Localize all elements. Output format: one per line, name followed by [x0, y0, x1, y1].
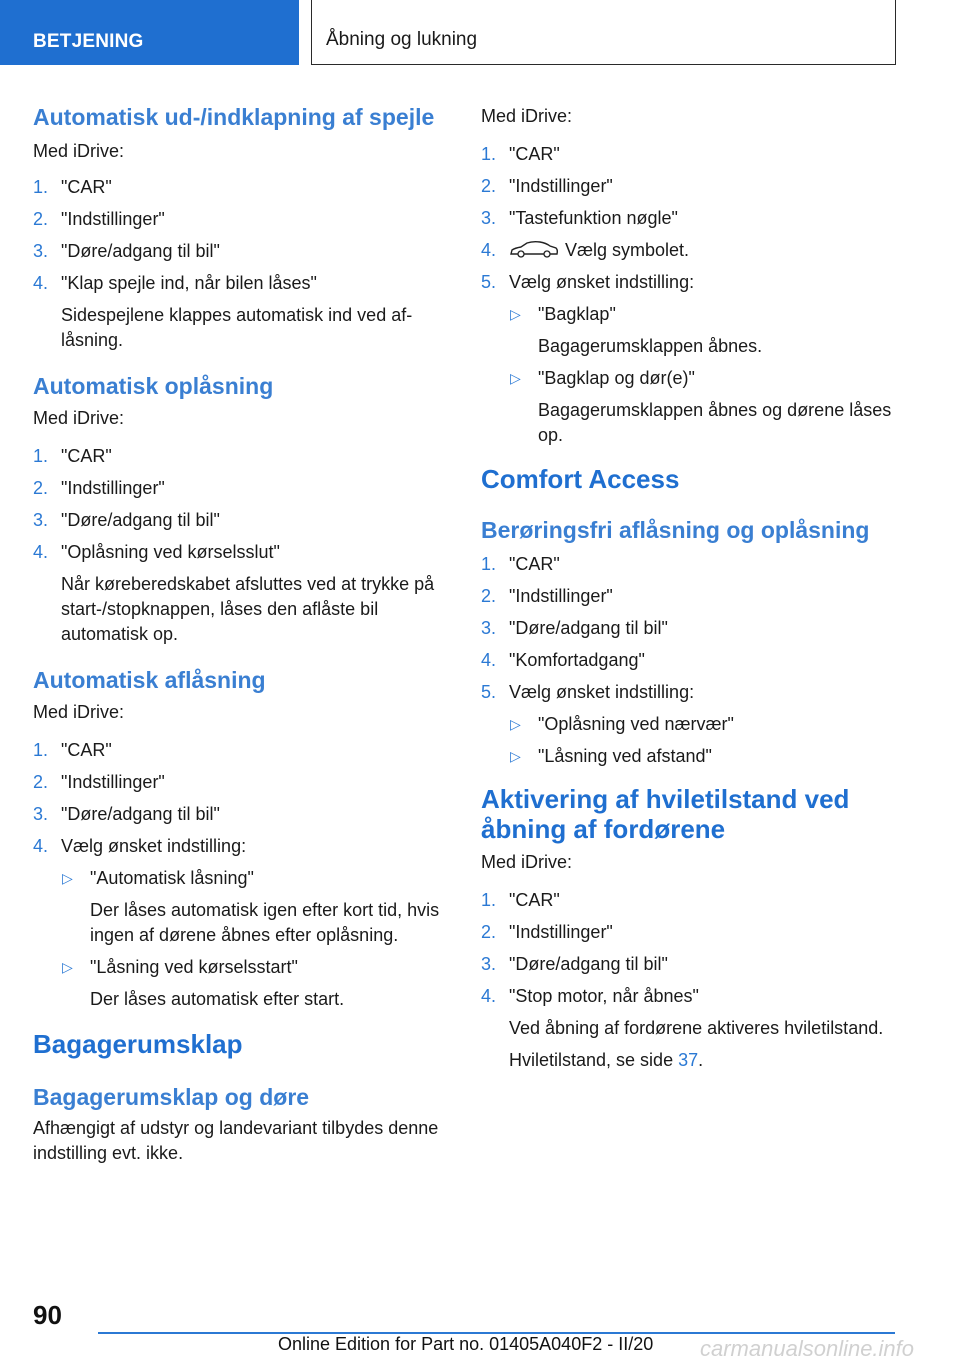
option-list [61, 866, 443, 1012]
list-item [509, 366, 893, 448]
triangle-bullet-icon: ▷ [510, 716, 521, 732]
step-text: "Døre/adgang til bil" [509, 618, 668, 638]
step-list [481, 142, 893, 448]
list-item [481, 952, 893, 977]
section-rest-mode [481, 784, 893, 1073]
list-item [481, 270, 893, 448]
section-auto-lock [33, 666, 443, 1012]
list-item [509, 712, 893, 737]
list-item [481, 888, 893, 913]
reference-text: Hviletilstand, se side [509, 1050, 679, 1070]
option-text: "Låsning ved kørselsstart" [90, 957, 298, 977]
triangle-bullet-icon: ▷ [62, 959, 73, 975]
list-item [481, 238, 893, 263]
intro-text: Med iDrive: [33, 702, 125, 722]
list-item [481, 206, 893, 231]
step-text: "Døre/adgang til bil" [61, 804, 220, 824]
step-text: "Døre/adgang til bil" [61, 510, 220, 530]
step-number: 3. [481, 618, 497, 638]
subsection-heading: Bagagerumsklap og døre [33, 1084, 310, 1110]
step-number: 4. [481, 650, 497, 670]
section-mirror-folding [33, 103, 443, 353]
step-number: 4. [33, 542, 49, 562]
step-text: "Oplåsning ved kørselsslut" [61, 542, 280, 562]
body-text: Afhængigt af udstyr og landevariant tilbydes denne indstilling evt. ikke. [33, 1118, 439, 1163]
step-list [33, 444, 443, 647]
step-list [481, 888, 893, 1073]
section-heading: Bagagerumsklap [33, 1029, 243, 1059]
step-number: 2. [33, 209, 49, 229]
page-number: 90 [33, 1300, 62, 1330]
car-tailgate-icon [509, 240, 559, 258]
triangle-bullet-icon: ▷ [62, 870, 73, 886]
list-item [509, 744, 893, 769]
step-number: 5. [481, 272, 497, 292]
list-item [481, 680, 893, 769]
list-item [61, 955, 443, 1012]
step-number: 4. [33, 273, 49, 293]
subsection-heading: Berøringsfri aflåsning og oplåsning [481, 517, 870, 543]
step-number: 4. [481, 240, 497, 260]
option-text: "Oplåsning ved nærvær" [538, 714, 734, 734]
reference-end: . [698, 1050, 704, 1070]
step-number: 3. [481, 208, 497, 228]
list-item [61, 866, 443, 948]
step-number: 3. [33, 804, 49, 824]
section-comfort-access [481, 464, 893, 769]
option-description: Der låses automatisk igen efter kort tid, hvis ingen af dørene åbnes efter oplåsning. [90, 900, 440, 945]
option-description: Der låses automatisk efter start. [90, 989, 345, 1009]
step-description: Ved åbning af fordørene aktiveres hviletilstand. [509, 1018, 884, 1038]
step-text: "Indstillinger" [509, 176, 613, 196]
section-key-button [481, 104, 893, 448]
watermark-text: carmanualsonline.info [700, 1336, 915, 1361]
option-list [509, 712, 893, 769]
cross-reference [509, 1048, 893, 1073]
section-heading: Automatisk oplåsning [33, 373, 274, 399]
list-item [33, 770, 443, 795]
list-item [33, 802, 443, 827]
intro-text: Med iDrive: [33, 408, 125, 428]
step-number: 1. [33, 740, 49, 760]
intro-text: Med iDrive: [481, 106, 573, 126]
step-text: "CAR" [61, 740, 112, 760]
step-number: 1. [481, 890, 497, 910]
section-heading: Comfort Access [481, 464, 680, 494]
step-number: 1. [33, 446, 49, 466]
section-auto-unlock [33, 372, 443, 647]
step-number: 1. [481, 554, 497, 574]
list-item [33, 738, 443, 763]
step-number: 4. [481, 986, 497, 1006]
list-item [481, 984, 893, 1073]
step-list [33, 738, 443, 1012]
step-text: Vælg ønsket indstilling: [61, 836, 247, 856]
step-text: "Indstillinger" [509, 586, 613, 606]
list-item [33, 476, 443, 501]
list-item [481, 142, 893, 167]
list-item [481, 920, 893, 945]
section-heading: Aktivering af hviletilstand ved åbning af fordørene [481, 784, 850, 844]
step-number: 3. [33, 510, 49, 530]
list-item [33, 508, 443, 533]
step-text: "Døre/adgang til bil" [61, 241, 220, 261]
list-item [481, 174, 893, 199]
right-column [481, 100, 893, 1080]
step-text: "CAR" [509, 890, 560, 910]
page-header [0, 0, 960, 66]
step-description: Sidespejlene klappes automatisk ind ved aflåsning. [61, 305, 413, 350]
step-text: "CAR" [61, 446, 112, 466]
triangle-bullet-icon: ▷ [510, 306, 521, 322]
section-heading: Automatisk ud-/indklapning af spejle [33, 104, 435, 130]
option-text: "Bagklap og dør(e)" [538, 368, 695, 388]
option-list [509, 302, 893, 448]
list-item [481, 616, 893, 641]
intro-text: Med iDrive: [33, 141, 125, 161]
list-item [33, 271, 443, 353]
step-text: Vælg ønsket indstilling: [509, 682, 695, 702]
step-number: 1. [33, 177, 49, 197]
step-number: 2. [481, 922, 497, 942]
step-text: "Indstillinger" [509, 922, 613, 942]
step-text: "Tastefunktion nøgle" [509, 208, 678, 228]
step-text: "Komfortadgang" [509, 650, 645, 670]
triangle-bullet-icon: ▷ [510, 748, 521, 764]
step-text: "CAR" [509, 144, 560, 164]
list-item [33, 239, 443, 264]
step-number: 1. [481, 144, 497, 164]
edition-text: Online Edition for Part no. 01405A040F2 - II/20 [278, 1334, 654, 1354]
step-number: 3. [33, 241, 49, 261]
list-item [481, 552, 893, 577]
list-item [481, 584, 893, 609]
option-text: "Låsning ved afstand" [538, 746, 712, 766]
step-number: 3. [481, 954, 497, 974]
list-item [33, 207, 443, 232]
section-heading: Automatisk aflåsning [33, 667, 266, 693]
list-item [33, 834, 443, 1012]
step-text: "Stop motor, når åbnes" [509, 986, 699, 1006]
step-number: 4. [33, 836, 49, 856]
step-text: "CAR" [61, 177, 112, 197]
step-text: "Indstillinger" [61, 209, 165, 229]
list-item [33, 175, 443, 200]
step-description: Når køreberedskabet afsluttes ved at trykke på start-/stopknappen, låses den aflåste bil automatisk op. [61, 574, 435, 644]
intro-text: Med iDrive: [481, 852, 573, 872]
list-item [33, 444, 443, 469]
step-text: "CAR" [509, 554, 560, 574]
page-link[interactable]: 37 [678, 1050, 699, 1070]
option-description: Bagagerumsklappen åbnes. [538, 336, 763, 356]
list-item [509, 302, 893, 359]
step-list [481, 552, 893, 769]
triangle-bullet-icon: ▷ [510, 370, 521, 386]
step-text: "Indstillinger" [61, 478, 165, 498]
step-number: 2. [481, 176, 497, 196]
step-text: "Indstillinger" [61, 772, 165, 792]
step-number: 5. [481, 682, 497, 702]
step-text: Vælg symbolet. [565, 240, 690, 260]
option-description: Bagagerumsklappen åbnes og dørene låses op. [538, 400, 892, 445]
chapter-title: Åbning og lukning [311, 0, 896, 65]
step-number: 2. [481, 586, 497, 606]
list-item [33, 540, 443, 647]
step-text: Vælg ønsket indstilling: [509, 272, 695, 292]
left-column [33, 100, 443, 1166]
step-number: 2. [33, 772, 49, 792]
step-number: 2. [33, 478, 49, 498]
section-tab: BETJENING [0, 0, 299, 65]
section-tailgate [33, 1029, 443, 1166]
list-item [481, 648, 893, 673]
option-text: "Bagklap" [538, 304, 616, 324]
option-text: "Automatisk låsning" [90, 868, 254, 888]
step-text: "Klap spejle ind, når bilen låses" [61, 273, 317, 293]
step-list [33, 175, 443, 353]
step-text: "Døre/adgang til bil" [509, 954, 668, 974]
